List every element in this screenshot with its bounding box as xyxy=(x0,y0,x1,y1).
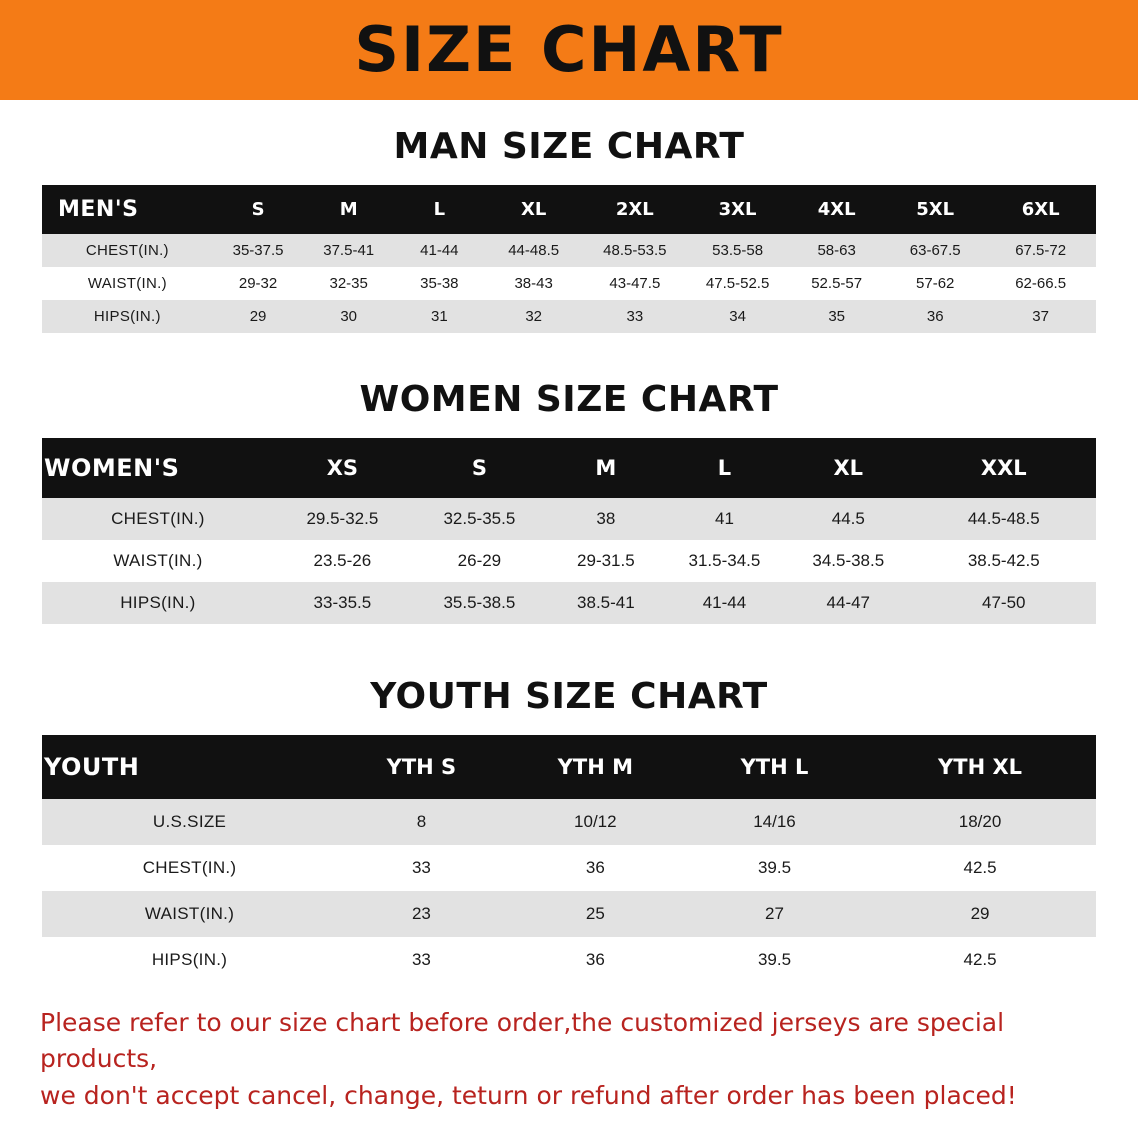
women-header-m: M xyxy=(548,438,664,498)
footer-note-line1: Please refer to our size chart before order,the customized jerseys are special products, xyxy=(40,1008,1005,1074)
youth-header-m: YTH M xyxy=(506,735,685,799)
man-waist-l: 35-38 xyxy=(394,267,485,300)
man-header-6xl: 6XL xyxy=(985,185,1096,234)
youth-hips-m: 36 xyxy=(506,937,685,983)
man-row-hips-label: HIPS(IN.) xyxy=(42,300,213,333)
women-header-xl: XL xyxy=(785,438,911,498)
man-hips-4xl: 35 xyxy=(788,300,885,333)
man-header-5xl: 5XL xyxy=(885,185,985,234)
man-header-xl: XL xyxy=(485,185,583,234)
man-chest-2xl: 48.5-53.5 xyxy=(583,234,687,267)
table-row xyxy=(42,498,1096,540)
man-waist-2xl: 43-47.5 xyxy=(583,267,687,300)
man-chest-l: 41-44 xyxy=(394,234,485,267)
women-size-table xyxy=(42,438,1096,624)
man-waist-3xl: 47.5-52.5 xyxy=(687,267,788,300)
youth-row-waist-label: WAIST(IN.) xyxy=(42,891,337,937)
women-waist-xs: 23.5-26 xyxy=(274,540,411,582)
youth-waist-s: 23 xyxy=(337,891,506,937)
header-banner xyxy=(0,0,1138,100)
youth-ussize-m: 10/12 xyxy=(506,799,685,845)
table-row xyxy=(42,937,1096,983)
table-header-row xyxy=(42,185,1096,234)
youth-chest-m: 36 xyxy=(506,845,685,891)
youth-hips-l: 39.5 xyxy=(685,937,864,983)
youth-section-title: YOUTH SIZE CHART xyxy=(370,676,768,717)
women-chest-m: 38 xyxy=(548,498,664,540)
man-hips-6xl: 37 xyxy=(985,300,1096,333)
women-header-s: S xyxy=(411,438,548,498)
table-header-row xyxy=(42,735,1096,799)
women-waist-l: 31.5-34.5 xyxy=(664,540,785,582)
man-hips-3xl: 34 xyxy=(687,300,788,333)
youth-header-xl: YTH XL xyxy=(864,735,1096,799)
table-row xyxy=(42,845,1096,891)
man-hips-2xl: 33 xyxy=(583,300,687,333)
man-waist-5xl: 57-62 xyxy=(885,267,985,300)
man-chest-6xl: 67.5-72 xyxy=(985,234,1096,267)
youth-ussize-xl: 18/20 xyxy=(864,799,1096,845)
man-hips-m: 30 xyxy=(303,300,394,333)
women-header-l: L xyxy=(664,438,785,498)
man-header-s: S xyxy=(213,185,304,234)
youth-header-label: YOUTH xyxy=(42,735,337,799)
man-hips-xl: 32 xyxy=(485,300,583,333)
man-chest-4xl: 58-63 xyxy=(788,234,885,267)
youth-chest-l: 39.5 xyxy=(685,845,864,891)
women-hips-xxl: 47-50 xyxy=(912,582,1096,624)
man-chest-xl: 44-48.5 xyxy=(485,234,583,267)
table-row xyxy=(42,234,1096,267)
man-row-waist-label: WAIST(IN.) xyxy=(42,267,213,300)
women-hips-s: 35.5-38.5 xyxy=(411,582,548,624)
youth-header-l: YTH L xyxy=(685,735,864,799)
youth-size-table xyxy=(42,735,1096,983)
man-row-chest-label: CHEST(IN.) xyxy=(42,234,213,267)
youth-ussize-s: 8 xyxy=(337,799,506,845)
footer-note xyxy=(40,1005,1098,1114)
youth-hips-xl: 42.5 xyxy=(864,937,1096,983)
women-hips-l: 41-44 xyxy=(664,582,785,624)
man-header-3xl: 3XL xyxy=(687,185,788,234)
table-row xyxy=(42,891,1096,937)
man-chest-3xl: 53.5-58 xyxy=(687,234,788,267)
women-waist-m: 29-31.5 xyxy=(548,540,664,582)
women-hips-m: 38.5-41 xyxy=(548,582,664,624)
man-chest-5xl: 63-67.5 xyxy=(885,234,985,267)
women-header-label: WOMEN'S xyxy=(42,438,274,498)
women-header-xs: XS xyxy=(274,438,411,498)
women-section-title: WOMEN SIZE CHART xyxy=(359,379,779,420)
man-header-label: MEN'S xyxy=(42,185,213,234)
footer-note-line2: we don't accept cancel, change, teturn or refund after order has been placed! xyxy=(40,1080,1017,1110)
women-chest-xxl: 44.5-48.5 xyxy=(912,498,1096,540)
man-hips-5xl: 36 xyxy=(885,300,985,333)
man-waist-4xl: 52.5-57 xyxy=(788,267,885,300)
youth-waist-m: 25 xyxy=(506,891,685,937)
man-header-4xl: 4XL xyxy=(788,185,885,234)
table-row xyxy=(42,799,1096,845)
youth-table-wrapper xyxy=(0,735,1138,983)
man-waist-s: 29-32 xyxy=(213,267,304,300)
table-row xyxy=(42,267,1096,300)
youth-waist-xl: 29 xyxy=(864,891,1096,937)
youth-hips-s: 33 xyxy=(337,937,506,983)
youth-header-s: YTH S xyxy=(337,735,506,799)
women-hips-xl: 44-47 xyxy=(785,582,911,624)
women-row-hips-label: HIPS(IN.) xyxy=(42,582,274,624)
man-hips-s: 29 xyxy=(213,300,304,333)
youth-waist-l: 27 xyxy=(685,891,864,937)
women-waist-s: 26-29 xyxy=(411,540,548,582)
women-hips-xs: 33-35.5 xyxy=(274,582,411,624)
women-chest-xl: 44.5 xyxy=(785,498,911,540)
women-chest-xs: 29.5-32.5 xyxy=(274,498,411,540)
youth-row-chest-label: CHEST(IN.) xyxy=(42,845,337,891)
man-header-l: L xyxy=(394,185,485,234)
women-chest-l: 41 xyxy=(664,498,785,540)
table-header-row xyxy=(42,438,1096,498)
women-waist-xl: 34.5-38.5 xyxy=(785,540,911,582)
man-header-2xl: 2XL xyxy=(583,185,687,234)
youth-ussize-l: 14/16 xyxy=(685,799,864,845)
man-size-table xyxy=(42,185,1096,333)
man-waist-m: 32-35 xyxy=(303,267,394,300)
man-waist-6xl: 62-66.5 xyxy=(985,267,1096,300)
table-row xyxy=(42,540,1096,582)
table-row xyxy=(42,582,1096,624)
man-chest-m: 37.5-41 xyxy=(303,234,394,267)
women-row-waist-label: WAIST(IN.) xyxy=(42,540,274,582)
man-hips-l: 31 xyxy=(394,300,485,333)
table-row xyxy=(42,300,1096,333)
man-header-m: M xyxy=(303,185,394,234)
man-table-wrapper xyxy=(0,185,1138,333)
youth-chest-xl: 42.5 xyxy=(864,845,1096,891)
women-waist-xxl: 38.5-42.5 xyxy=(912,540,1096,582)
youth-row-hips-label: HIPS(IN.) xyxy=(42,937,337,983)
man-section-title: MAN SIZE CHART xyxy=(393,126,745,167)
women-chest-s: 32.5-35.5 xyxy=(411,498,548,540)
man-waist-xl: 38-43 xyxy=(485,267,583,300)
youth-chest-s: 33 xyxy=(337,845,506,891)
women-header-xxl: XXL xyxy=(912,438,1096,498)
page-title: SIZE CHART xyxy=(354,13,784,86)
women-table-wrapper xyxy=(0,438,1138,624)
youth-row-ussize-label: U.S.SIZE xyxy=(42,799,337,845)
women-row-chest-label: CHEST(IN.) xyxy=(42,498,274,540)
man-chest-s: 35-37.5 xyxy=(213,234,304,267)
